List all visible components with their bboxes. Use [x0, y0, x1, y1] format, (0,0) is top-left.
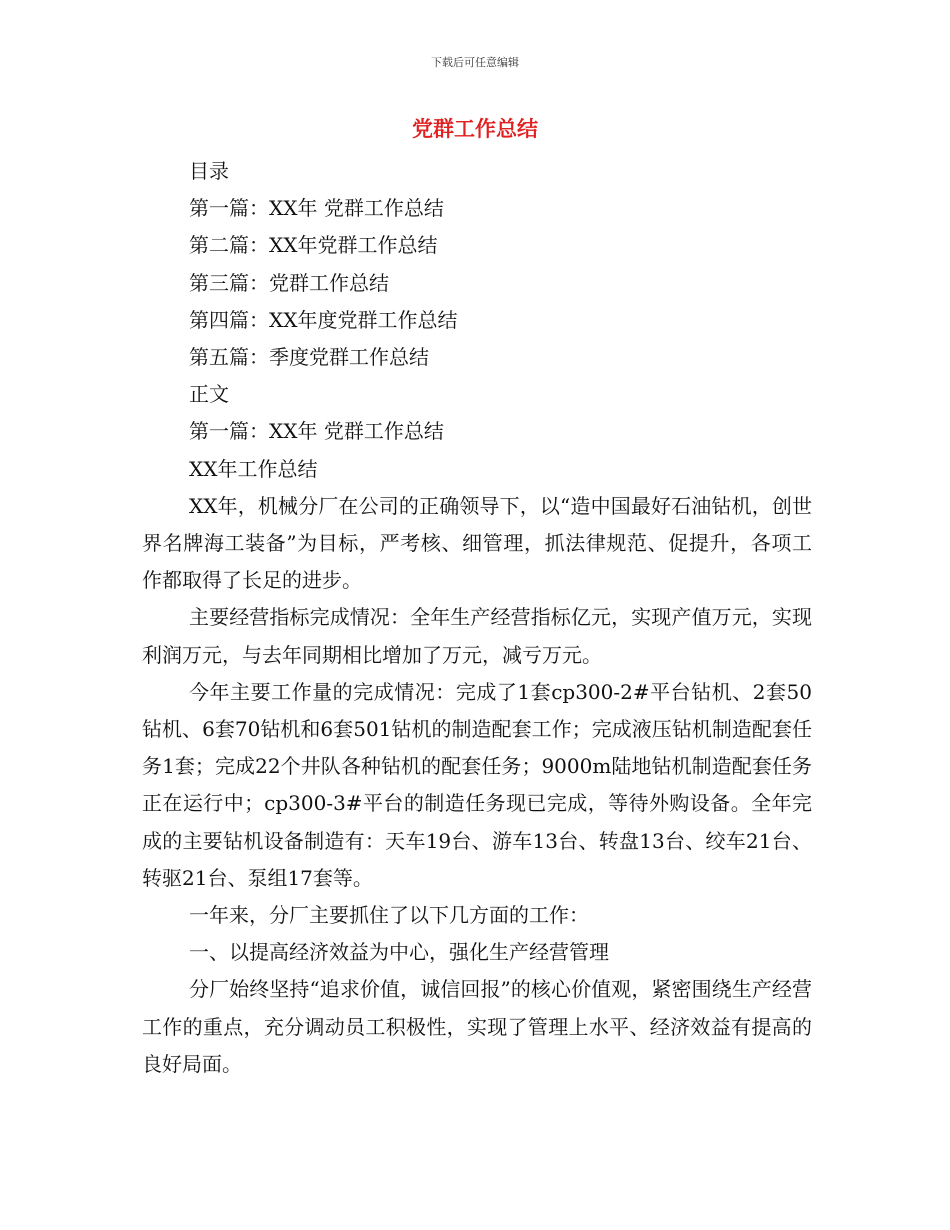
paragraph: XX年，机械分厂在公司的正确领导下，以“造中国最好石油钻机，创世界名牌海工装备”为目标，严考核、细管理，抓法律规范、促提升，各项工作都取得了长足的进步。 — [142, 493, 812, 593]
paragraph: 今年主要工作量的完成情况：完成了1套cp300-2#平台钻机、2套50钻机、6套70钻机和6套501钻机的制造配套工作；完成液压钻机制造配套任务1套；完成22个井队各种钻机的配套任务；9000m陆地钻机制造配套任务正在运行中；cp300-3#平台的制造任务现已完成，等待外购设备。全年完成的主要钻机设备制造有：天车19台、游车13台、转盘13台、绞车21台、转驱21台、泵组17套等。 — [142, 679, 812, 890]
paragraph: 分厂始终坚持“追求价值，诚信回报”的核心价值观，紧密围绕生产经营工作的重点，充分调动员工积极性，实现了管理上水平、经济效益有提高的良好局面。 — [142, 977, 812, 1076]
section-subtitle: XX年工作总结 — [189, 456, 318, 481]
section-heading: 一、以提高经济效益为中心，强化生产经营管理 — [189, 940, 609, 965]
chapter-title: 第一篇：XX年 党群工作总结 — [189, 419, 444, 444]
toc-item: 第一篇：XX年 党群工作总结 — [189, 196, 444, 221]
document-title: 党群工作总结 — [412, 117, 538, 141]
toc-item: 第三篇：党群工作总结 — [189, 270, 389, 295]
header-note: 下载后可任意编辑 — [431, 56, 519, 69]
toc-heading: 目录 — [189, 159, 229, 183]
body-heading: 正文 — [189, 382, 229, 407]
document-body — [142, 153, 812, 1083]
toc-item: 第四篇：XX年度党群工作总结 — [189, 307, 458, 332]
paragraph: 主要经营指标完成情况：全年生产经营指标亿元，实现产值万元，实现利润万元，与去年同期相比增加了万元，减亏万元。 — [142, 605, 812, 667]
paragraph: 一年来，分厂主要抓住了以下几方面的工作： — [189, 903, 589, 928]
toc-item: 第二篇：XX年党群工作总结 — [189, 233, 438, 258]
toc-item: 第五篇：季度党群工作总结 — [189, 345, 429, 370]
